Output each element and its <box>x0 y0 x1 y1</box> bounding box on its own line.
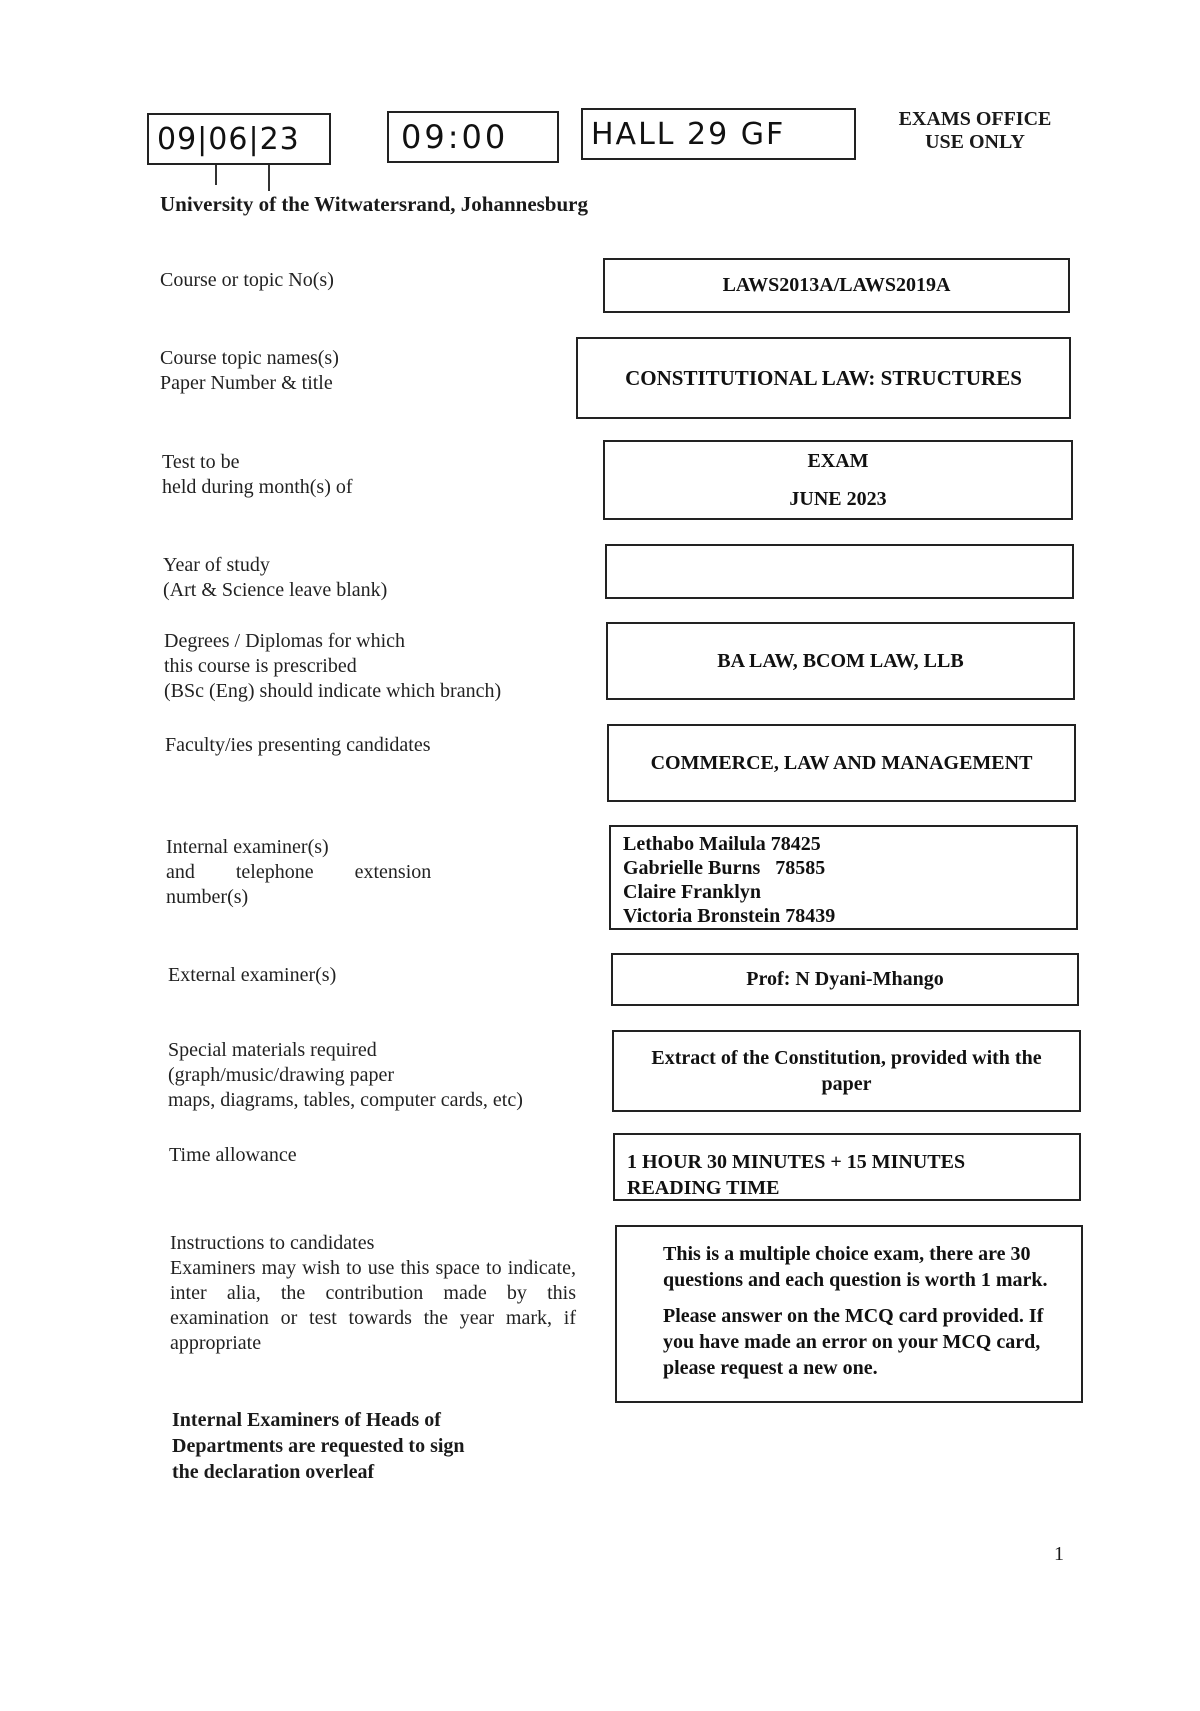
special-materials-label-line2: (graph/music/drawing paper <box>168 1064 395 1086</box>
course-names-box <box>576 337 1071 419</box>
test-month-label-line2: held during month(s) of <box>162 476 353 498</box>
test-month-value-line1: EXAM <box>807 450 869 472</box>
external-examiner-value: Prof: N Dyani-Mhango <box>746 968 944 990</box>
exams-office-line2: USE ONLY <box>925 131 1025 153</box>
exams-office-label <box>880 108 1070 154</box>
university-name: University of the Witwatersrand, Johannesburg <box>160 192 588 216</box>
instructions-para2: Please answer on the MCQ card provided. If you have made an error on your MCQ card, please request a new one. <box>663 1305 1044 1379</box>
degrees-label-line1: Degrees / Diplomas for which <box>164 630 406 652</box>
year-of-study-box <box>605 544 1074 599</box>
examiner-item: Gabrielle Burns 78585 <box>623 857 826 879</box>
declaration-note-line3: the declaration overleaf <box>172 1461 375 1483</box>
internal-examiners-label-line2: and telephone extension <box>166 861 432 883</box>
degrees-label-line3: (BSc (Eng) should indicate which branch) <box>164 680 502 702</box>
course-no-label <box>160 268 334 293</box>
instructions-label-title: Instructions to candidates <box>170 1232 375 1254</box>
instructions-box <box>615 1225 1083 1403</box>
declaration-note-line2: Departments are requested to sign <box>172 1435 465 1457</box>
handwritten-date: 09|06|23 <box>157 121 300 157</box>
handwritten-date-box <box>147 113 331 165</box>
internal-examiners-label <box>166 835 442 910</box>
external-examiner-label <box>168 963 336 988</box>
declaration-note-line1: Internal Examiners of Heads of <box>172 1409 441 1431</box>
page-number: 1 <box>1054 1543 1064 1565</box>
handwritten-time: 09:00 <box>401 118 509 156</box>
internal-examiners-label-line1: Internal examiner(s) <box>166 836 329 858</box>
degrees-label-line2: this course is prescribed <box>164 655 357 677</box>
instructions-label <box>170 1231 576 1356</box>
special-materials-label-line1: Special materials required <box>168 1039 377 1061</box>
handwritten-time-box <box>387 111 559 163</box>
date-tick-line <box>215 165 217 185</box>
test-month-value-line2: JUNE 2023 <box>789 488 887 510</box>
test-month-label-line1: Test to be <box>162 451 240 473</box>
course-names-value: CONSTITUTIONAL LAW: STRUCTURES <box>625 365 1022 390</box>
special-materials-box <box>612 1030 1081 1112</box>
time-allowance-value: 1 HOUR 30 MINUTES + 15 MINUTES READING TIME <box>627 1151 966 1199</box>
examiner-item: Lethabo Mailula 78425 <box>623 833 821 855</box>
test-month-label <box>162 450 353 500</box>
handwritten-hall-box <box>581 108 856 160</box>
time-allowance-box <box>613 1133 1081 1201</box>
degrees-label <box>164 629 501 704</box>
degrees-value: BA LAW, BCOM LAW, LLB <box>717 649 964 672</box>
course-no-label-text: Course or topic No(s) <box>160 269 334 291</box>
course-no-box <box>603 258 1070 313</box>
special-materials-label-line3: maps, diagrams, tables, computer cards, etc) <box>168 1089 523 1111</box>
internal-examiners-box <box>609 825 1078 930</box>
year-of-study-label-line2: (Art & Science leave blank) <box>163 579 388 601</box>
faculty-label <box>165 733 430 758</box>
instructions-para1: This is a multiple choice exam, there are 30 questions and each question is worth 1 mark. <box>663 1243 1048 1291</box>
time-allowance-label-text: Time allowance <box>169 1144 297 1166</box>
faculty-box <box>607 724 1076 802</box>
course-names-label-line1: Course topic names(s) <box>160 347 339 369</box>
declaration-note <box>172 1407 465 1485</box>
course-names-label-line2: Paper Number & title <box>160 372 333 394</box>
date-tick-line <box>268 165 270 191</box>
special-materials-value: Extract of the Constitution, provided with the paper <box>651 1047 1042 1095</box>
faculty-value: COMMERCE, LAW AND MANAGEMENT <box>650 751 1033 774</box>
instructions-label-body: Examiners may wish to use this space to indicate, inter alia, the contribution made by this examination or test towards the year mark, if appropriate <box>170 1257 576 1354</box>
internal-examiners-label-line3: number(s) <box>166 886 249 908</box>
examiner-item: Victoria Bronstein 78439 <box>623 905 836 927</box>
degrees-box <box>606 622 1075 700</box>
external-examiner-label-text: External examiner(s) <box>168 964 337 986</box>
exams-office-line1: EXAMS OFFICE <box>898 108 1052 130</box>
course-names-label <box>160 346 339 396</box>
course-no-value: LAWS2013A/LAWS2019A <box>722 274 951 296</box>
test-month-box <box>603 440 1073 520</box>
year-of-study-label-line1: Year of study <box>163 554 270 576</box>
special-materials-label <box>168 1038 523 1113</box>
handwritten-hall: HALL 29 GF <box>591 116 786 152</box>
faculty-label-text: Faculty/ies presenting candidates <box>165 734 431 756</box>
examiner-item: Claire Franklyn <box>623 881 761 903</box>
time-allowance-label <box>169 1143 297 1168</box>
external-examiner-box <box>611 953 1079 1006</box>
year-of-study-label <box>163 553 387 603</box>
